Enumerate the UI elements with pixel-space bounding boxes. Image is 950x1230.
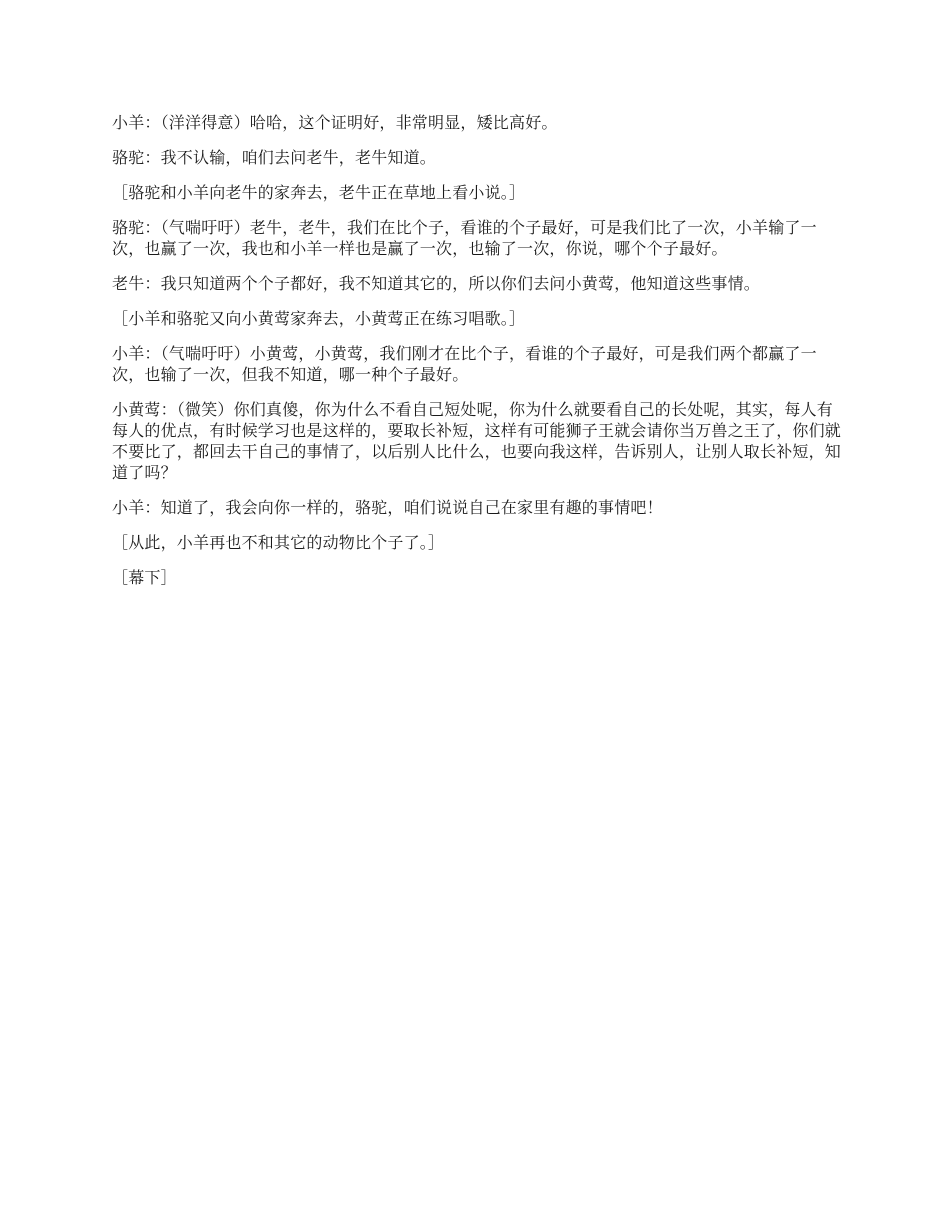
paragraph-11: ［幕下］: [112, 568, 177, 587]
paragraph-6: ［小羊和骆驼又向小黄莺家奔去，小黄莺正在练习唱歌。］: [112, 309, 526, 328]
paragraph-10: ［从此，小羊再也不和其它的动物比个子了。］: [112, 533, 445, 552]
paragraph-9: 小羊：知道了，我会向你一样的，骆驼，咱们说说自己在家里有趣的事情吧！: [112, 498, 663, 517]
paragraph-2: 骆驼：我不认输，咱们去问老牛，老牛知道。: [112, 148, 437, 167]
paragraph-1: 小羊：（洋洋得意）哈哈，这个证明好，非常明显，矮比高好。: [112, 113, 558, 132]
paragraph-5: 老牛：我只知道两个个子都好，我不知道其它的，所以你们去问小黄莺，他知道这些事情。: [112, 274, 761, 293]
paragraph-3: ［骆驼和小羊向老牛的家奔去，老牛正在草地上看小说。］: [112, 183, 526, 202]
document-page: [112, 112, 842, 602]
paragraph-4: 骆驼：（气喘吁吁）老牛，老牛，我们在比个子，看谁的个子最好，可是我们比了一次，小羊输了一次，也赢了一次，我也和小羊一样也是赢了一次，也输了一次，你说，哪个个子最好。: [112, 218, 817, 258]
paragraph-8: 小黄莺：（微笑）你们真傻，你为什么不看自己短处呢，你为什么就要看自己的长处呢，其实，每人有每人的优点，有时候学习也是这样的，要取长补短，这样有可能狮子王就会请你当万兽之王了，你们就不要比了，都回去干自己的事情了，以后别人比什么，也要向我这样，告诉别人，让别人取长补短，知道了吗？: [112, 400, 842, 482]
paragraph-7: 小羊：（气喘吁吁）小黄莺，小黄莺，我们刚才在比个子，看谁的个子最好，可是我们两个都赢了一次，也输了一次，但我不知道，哪一种个子最好。: [112, 344, 817, 384]
